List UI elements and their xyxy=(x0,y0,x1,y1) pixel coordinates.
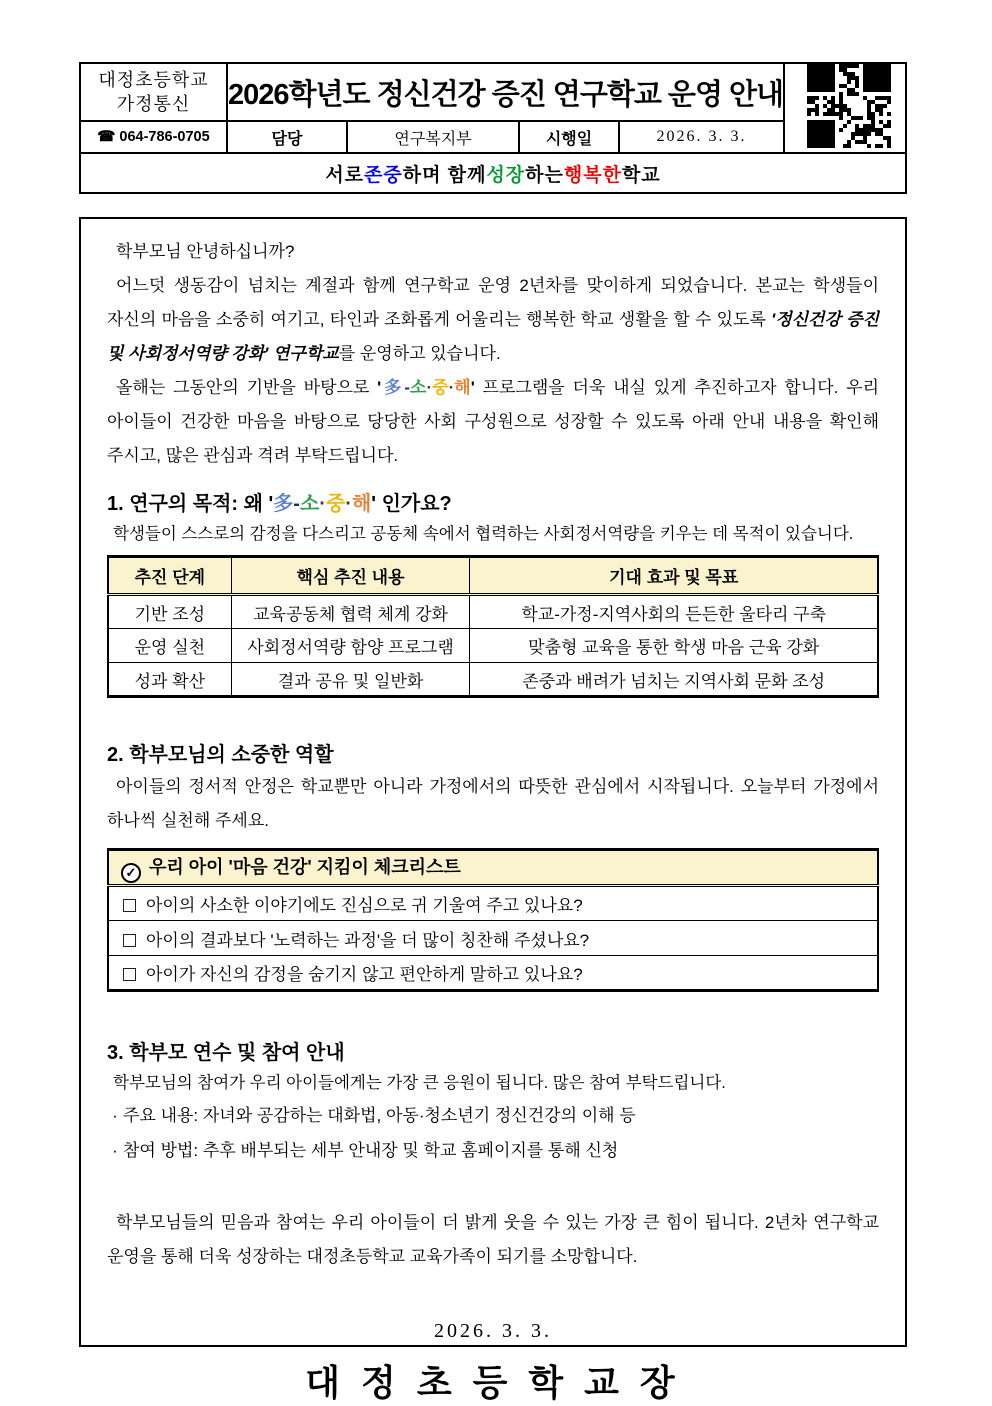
circled-check-icon: ✓ xyxy=(121,863,141,883)
letter-body xyxy=(79,217,907,1403)
manager-value: 연구복지부 xyxy=(346,122,518,152)
section1-heading: 1. 연구의 목적: 왜 '多-소·중·해' 인가요? xyxy=(107,493,452,515)
principal-signature: 대 정 초 등 학 교 장 xyxy=(305,1363,681,1403)
org-newsletter-label: 가정통신 xyxy=(116,94,191,114)
telephone-icon: ☎ xyxy=(97,129,116,145)
list-item: 아이의 사소한 이야기에도 진심으로 귀 기울여 주고 있나요? xyxy=(108,886,878,921)
bullet-item: · 참여 방법: 추후 배부되는 세부 안내장 및 학교 홈페이지를 통해 신청 xyxy=(107,1133,879,1168)
closing-paragraph: 학부모님들의 믿음과 참여는 우리 아이들이 더 밝게 웃을 수 있는 가장 큰 힘이 됩니다. 2년차 연구학교 운영을 통해 더욱 성장하는 대정초등학교 교육가족이 되기를 소망합니다. xyxy=(107,1213,879,1266)
col-header-goal: 기대 효과 및 목표 xyxy=(470,557,878,595)
header xyxy=(79,62,907,194)
col-header-stage: 추진 단계 xyxy=(108,557,231,595)
table-row: 기반 조성 교육공동체 협력 체계 강화 학교-가정-지역사회의 든든한 울타리 구축 xyxy=(108,595,878,629)
page-title: 2026학년도 정신건강 증진 연구학교 운영 안내 xyxy=(228,78,784,111)
phone-number: 064-786-0705 xyxy=(119,129,210,145)
issue-date-value: 2026. 3. 3. xyxy=(618,122,783,152)
bullet-dot: · xyxy=(112,1141,118,1160)
research-plan-table xyxy=(107,555,879,698)
checkbox-icon xyxy=(123,899,136,912)
bullet-dot: · xyxy=(112,1106,118,1125)
manager-label: 담당 xyxy=(271,130,303,148)
table-row: 성과 확산 결과 공유 및 일반화 존중과 배려가 넘치는 지역사회 문화 조성 xyxy=(108,663,878,697)
greeting: 학부모님 안녕하십니까? xyxy=(116,242,295,261)
table-header-row xyxy=(108,557,878,595)
header-meta-row xyxy=(228,120,783,152)
section1-intro: 학생들이 스스로의 감정을 다스리고 공동체 속에서 협력하는 사회정서역량을 키우는 데 목적이 있습니다. xyxy=(113,525,854,543)
list-item: 아이의 결과보다 '노력하는 과정'을 더 많이 칭찬해 주셨나요? xyxy=(108,921,878,956)
checklist-header-row xyxy=(108,850,878,886)
mind-health-checklist xyxy=(107,848,879,992)
intro-paragraph: 어느덧 생동감이 넘치는 계절과 함께 연구학교 운영 2년차를 맞이하게 되었습니다. 본교는 학생들이 자신의 마음을 소중히 여기고, 타인과 조화롭게 어울리는 행복한 학교 생활을 할 수 있도록 '정신건강 증진 및 사회정서역량 강화' 연구학교를 운영하고 있습니다. xyxy=(107,276,879,363)
bullet-item: · 주요 내용: 자녀와 공감하는 대화법, 아동·청소년기 정신건강의 이해 등 xyxy=(107,1098,879,1133)
checkbox-icon xyxy=(123,968,136,981)
newsletter-page xyxy=(79,62,907,1403)
issue-date-label: 시행일 xyxy=(518,122,618,152)
section2-paragraph: 아이들의 정서적 안정은 학교뿐만 아니라 가정에서의 따뜻한 관심에서 시작됩니다. 오늘부터 가정에서 하나씩 실천해 주세요. xyxy=(107,777,879,830)
section2-heading: 2. 학부모님의 소중한 역할 xyxy=(107,744,334,766)
program-paragraph: 올해는 그동안의 기반을 바탕으로 '多-소·중·해' 프로그램을 더욱 내실 있게 추진하고자 합니다. 우리 아이들이 건강한 마음을 바탕으로 당당한 사회 구성원으로 성장할 수 있도록 아래 안내 내용을 확인해 주시고, 많은 관심과 격려 부탁드립니다. xyxy=(107,378,879,465)
qr-cell xyxy=(783,64,913,152)
org-cell xyxy=(81,64,228,120)
list-item: 아이가 자신의 감정을 숨기지 않고 편안하게 말하고 있나요? xyxy=(108,956,878,991)
col-header-content: 핵심 추진 내용 xyxy=(231,557,470,595)
checklist-title-cell xyxy=(108,850,878,886)
program-name-colored: '多-소·중·해' xyxy=(268,493,377,515)
checklist-title: 우리 아이 '마음 건강' 지킴이 체크리스트 xyxy=(149,856,461,877)
org-name: 대정초등학교 xyxy=(98,70,209,90)
section3-paragraph: 학부모님의 참여가 우리 아이들에게는 가장 큰 응원이 됩니다. 많은 참여 부탁드립니다. xyxy=(113,1074,726,1092)
phone-cell xyxy=(81,120,228,152)
table-row: 운영 실천 사회정서역량 함양 프로그램 맞춤형 교육을 통한 학생 마음 근육 강화 xyxy=(108,629,878,663)
closing-date: 2026. 3. 3. xyxy=(434,1320,552,1342)
school-slogan: 서로 존중 하며 함께 성장 하는 행복한 학교 xyxy=(81,152,905,192)
checkbox-icon xyxy=(123,934,136,947)
qr-code xyxy=(807,64,891,153)
section3-heading: 3. 학부모 연수 및 참여 안내 xyxy=(107,1042,345,1064)
